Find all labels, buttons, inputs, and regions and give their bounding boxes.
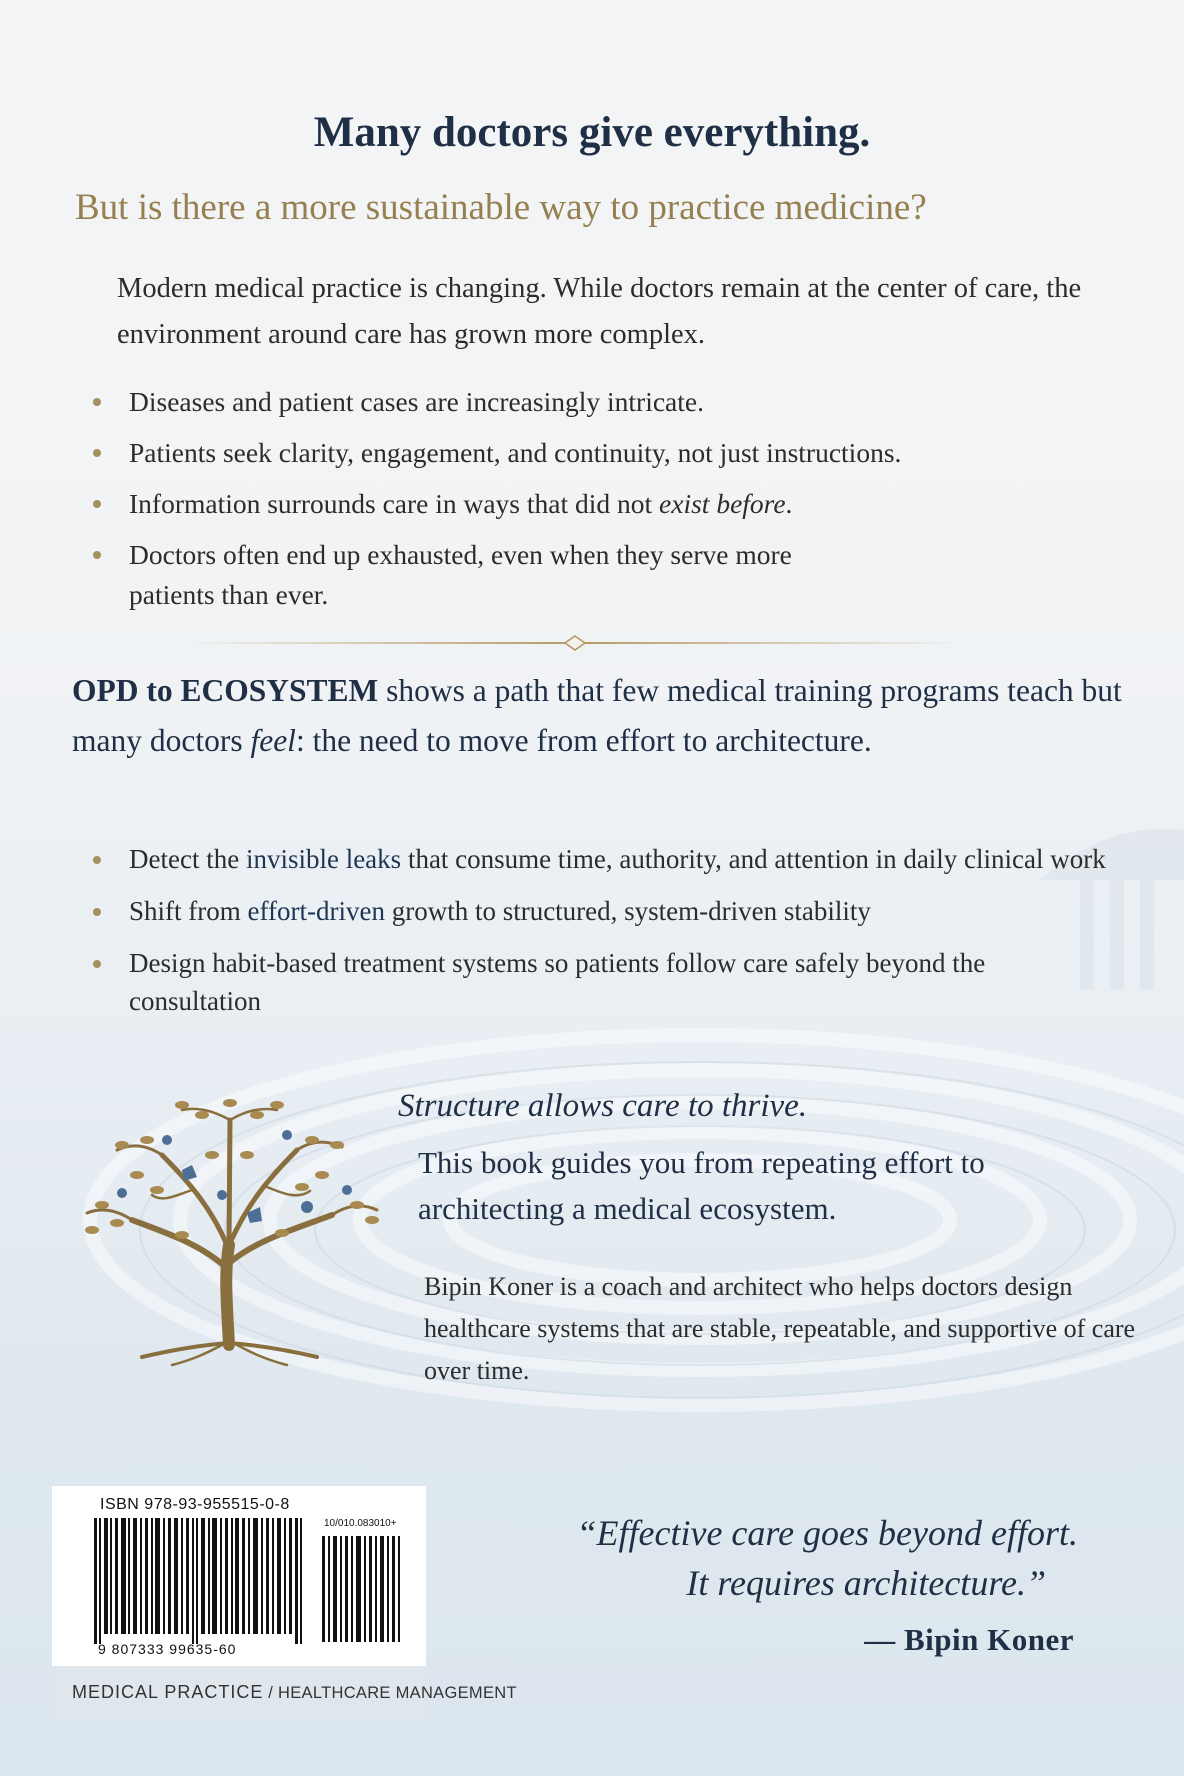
barcode-panel (52, 1486, 426, 1666)
category-separator: / (263, 1684, 279, 1702)
barcode-addon-icon (318, 1518, 420, 1644)
subheadline: But is there a more sustainable way to practice medicine? (75, 187, 927, 228)
pull-quote: “Effective care goes beyond effort. It requires architecture.” (576, 1513, 1078, 1603)
guide-text: This book guides you from repeating effort to architecting a medical ecosystem. (418, 1145, 985, 1226)
headline: Many doctors give everything. (313, 109, 871, 156)
benefits-list (87, 840, 1177, 1034)
category-primary: MEDICAL PRACTICE (72, 1682, 264, 1702)
category-secondary: HEALTHCARE MANAGEMENT (278, 1684, 517, 1702)
addon-code: 10/010.083010+ (324, 1518, 397, 1529)
list-item: Shift from effort-driven growth to structured, system-driven stability (87, 892, 1177, 930)
list-item: Information surrounds care in ways that did not exist before. (87, 484, 1177, 524)
list-item: Detect the invisible leaks that consume time, authority, and attention in daily clinical work (87, 840, 1177, 878)
author-bio: Bipin Koner is a coach and architect who helps doctors design healthcare systems that are stable, repeatable, and supportive of care over time. (424, 1272, 1136, 1385)
list-item: Doctors often end up exhausted, even when they serve more patients than ever. (87, 535, 849, 615)
ornament-divider (185, 634, 965, 652)
quote-attribution: — Bipin Koner (864, 1622, 1074, 1657)
book-summary: OPD to ECOSYSTEM shows a path that few medical training programs teach but many doctors feel: the need to move from effort to architecture. (72, 673, 1122, 758)
list-item: Patients seek clarity, engagement, and continuity, not just instructions. (87, 433, 1177, 473)
isbn-label: ISBN 978-93-955515-0-8 (100, 1496, 290, 1513)
tagline: Structure allows care to thrive. (398, 1088, 808, 1124)
list-item: Diseases and patient cases are increasingly intricate. (87, 382, 1177, 422)
barcode-icon (94, 1518, 304, 1644)
intro-paragraph: Modern medical practice is changing. While doctors remain at the center of care, the environment around care has grown more complex. (117, 273, 1082, 350)
tree-illustration (62, 1095, 397, 1370)
category-label (52, 1666, 517, 1721)
barcode-digits: 9 807333 99635-60 (98, 1641, 237, 1657)
challenges-list (87, 382, 1177, 626)
list-item: Design habit-based treatment systems so patients follow care safely beyond the consultation (87, 944, 1089, 1020)
